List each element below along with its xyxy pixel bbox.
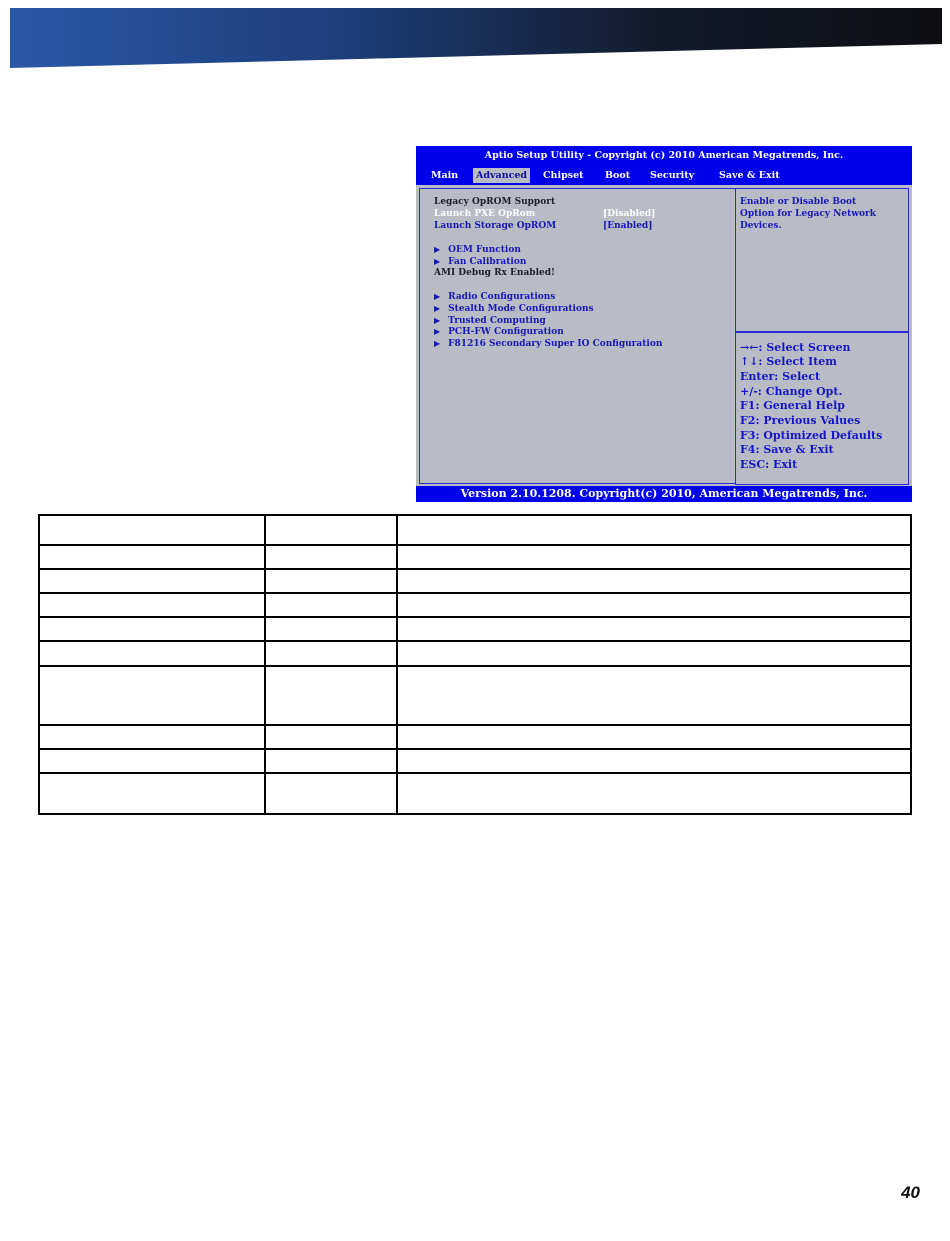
submenu-arrow-icon: ▶: [434, 256, 441, 266]
table-cell: [397, 515, 911, 545]
key-help-line: Enter: Select: [740, 370, 821, 383]
table-row: [39, 569, 911, 593]
table-cell: [39, 641, 265, 666]
table-cell: [265, 749, 397, 773]
table-cell: [39, 749, 265, 773]
setting-launch-storage-oprom-label[interactable]: Launch Storage OpROM: [434, 221, 557, 231]
submenu-oem-function[interactable]: ▶ OEM Function: [434, 244, 521, 255]
table-cell: [265, 773, 397, 814]
table-cell: [39, 593, 265, 617]
table-cell: [265, 617, 397, 641]
submenu-f81216-super-io[interactable]: ▶ F81216 Secondary Super IO Configuration: [434, 338, 663, 349]
table-cell: [265, 569, 397, 593]
table-cell: [397, 666, 911, 725]
table-cell: [397, 749, 911, 773]
setting-launch-pxe-oprom-value[interactable]: [Disabled]: [603, 209, 656, 219]
tab-chipset[interactable]: Chipset: [543, 170, 584, 181]
submenu-arrow-icon: ▶: [434, 338, 441, 348]
submenu-arrow-icon: ▶: [434, 315, 441, 325]
table-row: [39, 593, 911, 617]
table-cell: [397, 545, 911, 569]
table-cell: [397, 641, 911, 666]
table-row: [39, 773, 911, 814]
help-text-line: Option for Legacy Network: [740, 209, 876, 219]
table-cell: [397, 773, 911, 814]
section-heading: Legacy OpROM Support: [434, 197, 556, 207]
bios-help-panel: [735, 188, 909, 333]
table-row: [39, 515, 911, 545]
bios-footer: Version 2.10.1208. Copyright(c) 2010, American Megatrends, Inc.: [416, 486, 912, 502]
table-cell: [39, 617, 265, 641]
submenu-arrow-icon: ▶: [434, 291, 441, 301]
debug-notice: AMI Debug Rx Enabled!: [434, 268, 555, 278]
submenu-radio-configurations[interactable]: ▶ Radio Configurations: [434, 291, 556, 302]
table-cell: [265, 725, 397, 749]
table-row: [39, 641, 911, 666]
key-help-line: +/-: Change Opt.: [740, 385, 843, 398]
key-help-line: →←: Select Screen: [740, 341, 851, 354]
tab-security[interactable]: Security: [650, 170, 695, 181]
submenu-arrow-icon: ▶: [434, 303, 441, 313]
table-cell: [39, 569, 265, 593]
submenu-fan-calibration[interactable]: ▶ Fan Calibration: [434, 256, 527, 267]
table-cell: [265, 515, 397, 545]
table-row: [39, 725, 911, 749]
table-cell: [39, 725, 265, 749]
tab-main[interactable]: Main: [431, 170, 459, 181]
table-row: [39, 617, 911, 641]
header-banner: [10, 8, 942, 68]
table-cell: [397, 569, 911, 593]
submenu-pch-fw-configuration[interactable]: ▶ PCH-FW Configuration: [434, 326, 564, 337]
key-help-line: ESC: Exit: [740, 458, 798, 471]
key-help-line: ↑↓: Select Item: [740, 355, 837, 368]
table-cell: [397, 725, 911, 749]
settings-table: [38, 514, 912, 815]
table-cell: [39, 773, 265, 814]
table-cell: [265, 641, 397, 666]
tab-boot[interactable]: Boot: [605, 170, 631, 181]
help-text-line: Enable or Disable Boot: [740, 197, 857, 207]
submenu-trusted-computing[interactable]: ▶ Trusted Computing: [434, 315, 546, 326]
submenu-arrow-icon: ▶: [434, 244, 441, 254]
submenu-stealth-mode[interactable]: ▶ Stealth Mode Configurations: [434, 303, 594, 314]
table-cell: [39, 545, 265, 569]
setting-launch-storage-oprom-value[interactable]: [Enabled]: [603, 221, 653, 231]
table-cell: [397, 593, 911, 617]
key-help-line: F4: Save & Exit: [740, 443, 834, 456]
bios-main-panel: [419, 188, 736, 484]
key-help-line: F3: Optimized Defaults: [740, 429, 883, 442]
table-row: [39, 545, 911, 569]
table-row: [39, 749, 911, 773]
tab-advanced[interactable]: Advanced: [473, 168, 530, 183]
table-cell: [39, 666, 265, 725]
table-cell: [39, 515, 265, 545]
bios-title: Aptio Setup Utility - Copyright (c) 2010 American Megatrends, Inc.: [416, 146, 912, 166]
help-text-line: Devices.: [740, 221, 782, 231]
submenu-arrow-icon: ▶: [434, 326, 441, 336]
setting-launch-pxe-oprom-label[interactable]: Launch PXE OpRom: [434, 209, 536, 219]
bios-key-legend: [735, 331, 909, 485]
table-cell: [265, 545, 397, 569]
page-number: 40: [901, 1183, 920, 1202]
bios-tab-bar: [416, 166, 912, 185]
bios-screenshot: [416, 146, 912, 502]
table-row: [39, 666, 911, 725]
table-cell: [397, 617, 911, 641]
table-cell: [265, 593, 397, 617]
key-help-line: F1: General Help: [740, 399, 845, 412]
key-help-line: F2: Previous Values: [740, 414, 861, 427]
tab-save-exit[interactable]: Save & Exit: [719, 170, 780, 181]
table-cell: [265, 666, 397, 725]
